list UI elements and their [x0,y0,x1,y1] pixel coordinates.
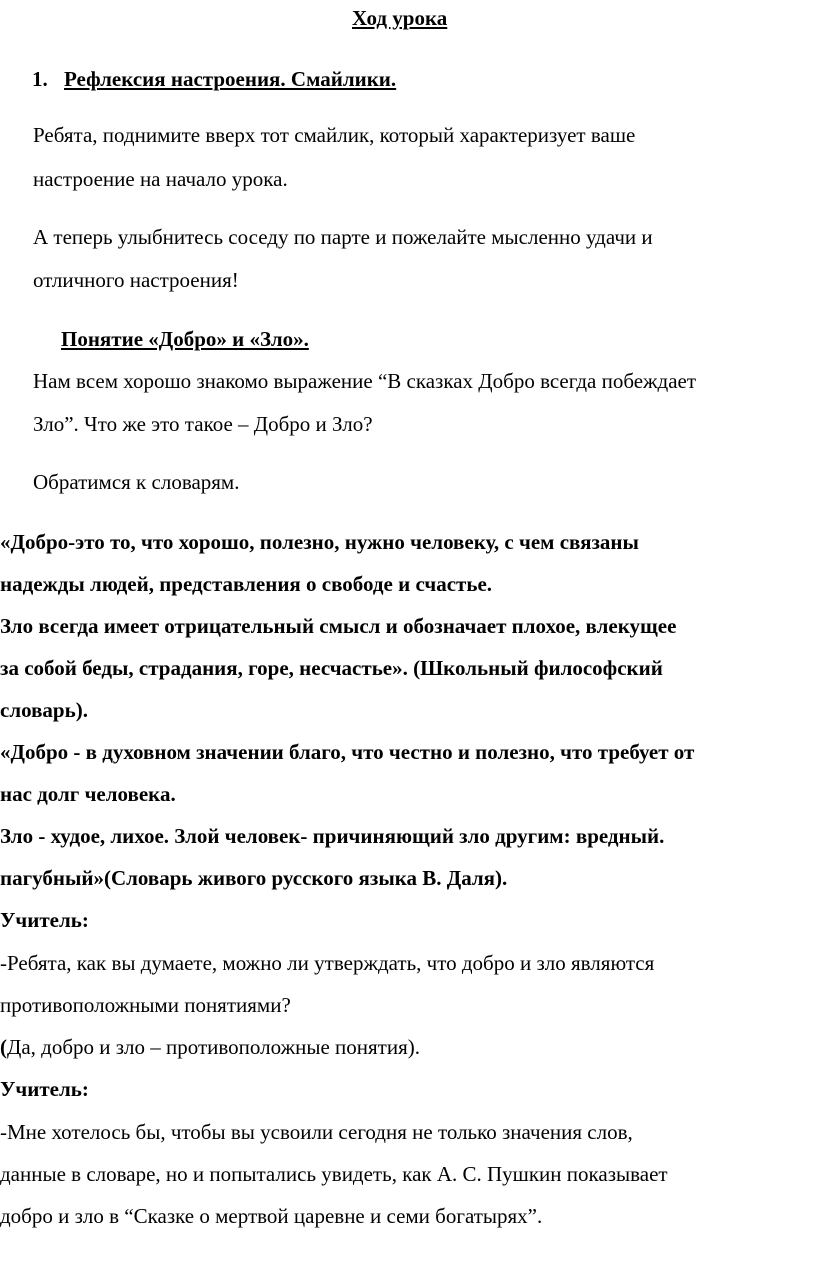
speaker-label: Учитель: [0,908,89,932]
paragraph-line: Нам всем хорошо знакомо выражение “В сказках Добро всегда побеждает [33,369,697,393]
dialogue-answer [0,1034,420,1060]
definition-line: словарь). [0,698,88,722]
dialogue-line: -Ребята, как вы думаете, можно ли утверждать, что добро и зло являются [0,951,655,975]
section-heading-reflection: Рефлексия настроения. Смайлики. [64,67,397,91]
section-heading-good-evil: Понятие «Добро» и «Зло». [61,327,309,351]
paragraph-line: Ребята, поднимите вверх тот смайлик, который характеризует ваше [33,123,636,147]
definition-line: Зло всегда имеет отрицательный смысл и обозначает плохое, влекущее [0,614,677,638]
paragraph-line: отличного настроения! [33,268,239,292]
paragraph-line: А теперь улыбнитесь соседу по парте и пожелайте мысленно удачи и [33,225,653,249]
answer-open-paren: ( [0,1035,7,1059]
definition-line: «Добро - в духовном значении благо, что честно и полезно, что требует от [0,740,695,764]
definition-line: пагубный»(Словарь живого русского языка В. Даля). [0,866,508,890]
dialogue-line: данные в словаре, но и попытались увидеть, как А. С. Пушкин показывает [0,1162,668,1186]
definition-line: за собой беды, страдания, горе, несчастье». (Школьный философский [0,656,663,680]
page-title: Ход урока [352,6,448,30]
dialogue-line: -Мне хотелось бы, чтобы вы усвоили сегодня не только значения слов, [0,1120,633,1144]
answer-text: Да, добро и зло – противоположные понятия). [7,1035,420,1059]
paragraph-line: Обратимся к словарям. [33,470,240,494]
section-number: 1. [32,67,48,91]
definition-line: надежды людей, представления о свободе и счастье. [0,572,493,596]
definition-line: Зло - худое, лихое. Злой человек- причиняющий зло другим: вредный. [0,824,665,848]
speaker-label: Учитель: [0,1077,89,1101]
dialogue-line: противоположными понятиями? [0,993,291,1017]
paragraph-line: Зло”. Что же это такое – Добро и Зло? [33,412,373,436]
definition-line: нас долг человека. [0,782,176,806]
dialogue-line: добро и зло в “Сказке о мертвой царевне и семи богатырях”. [0,1204,543,1228]
definition-line: «Добро-это то, что хорошо, полезно, нужно человеку, с чем связаны [0,530,639,554]
paragraph-line: настроение на начало урока. [33,167,288,191]
